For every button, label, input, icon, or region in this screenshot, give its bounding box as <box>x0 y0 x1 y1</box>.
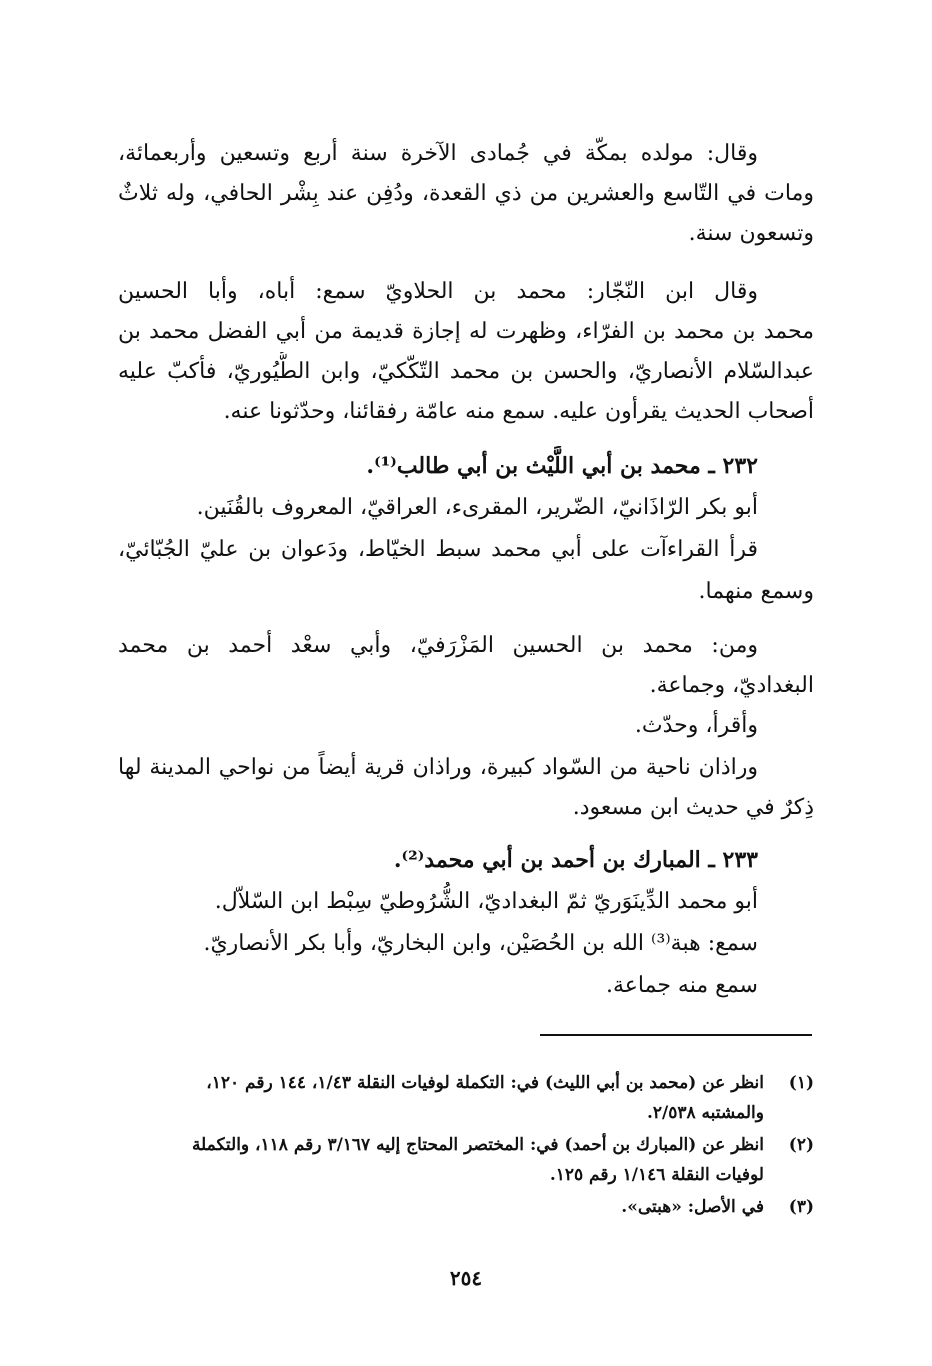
footnote-number: (١) <box>788 1073 814 1093</box>
body-line: ومات في التّاسع والعشرين من ذي القعدة، ودُفِن عند بِشْر الحافي، وله ثلاثٌ <box>118 181 814 206</box>
body-line: ذِكرٌ في حديث ابن مسعود. <box>572 795 814 820</box>
footnote-1 <box>118 1068 814 1098</box>
body-line: سمع منه جماعة. <box>605 973 758 998</box>
body-line: وتسعون سنة. <box>688 221 814 246</box>
footnote-1-cont <box>118 1098 814 1128</box>
body-line: أصحاب الحديث يقرأون عليه. سمع منه عامّة رفقائنا، وحدّثونا عنه. <box>223 399 814 424</box>
entry-heading: ٢٣٢ ـ محمد بن أبي اللَّيْث بن أبي طالب⁽¹⁾. <box>366 453 758 479</box>
footnote-separator <box>540 1034 812 1036</box>
footnote-text: انظر عن (محمد بن أبي الليث) في: التكملة لوفيات النقلة ١/٤٣، ١٤٤ رقم ١٢٠، <box>206 1073 764 1093</box>
body-line: أبو محمد الدِّينَوَريّ ثمّ البغداديّ، الشُّرُوطيّ سِبْط ابن السّلاّل. <box>214 889 758 914</box>
footnote-text: انظر عن (المبارك بن أحمد) في: المختصر المحتاج إليه ٣/١٦٧ رقم ١١٨، والتكملة <box>191 1135 764 1155</box>
footnote-2 <box>118 1130 814 1160</box>
footnote-3 <box>118 1192 814 1222</box>
body-line: عبدالسّلام الأنصاريّ، والحسن بن محمد التّكّكيّ، وابن الطُّيُوريّ، فأكبّ عليه <box>118 359 814 384</box>
body-line: محمد بن محمد بن الفرّاء، وظهرت له إجازة قديمة من أبي الفضل محمد بن <box>118 319 814 344</box>
body-line: وأقرأ، وحدّث. <box>634 713 758 738</box>
footnote-number: (٢) <box>788 1135 814 1155</box>
body-line: قرأ القراءآت على أبي محمد سبط الخيّاط، ودَعوان بن عليّ الجُبّائيّ، <box>118 537 758 562</box>
body-line: ومن: محمد بن الحسين المَزْرَفيّ، وأبي سعْد أحمد بن محمد <box>118 633 758 658</box>
page-number: ٢٥٤ <box>449 1266 483 1290</box>
footnote-number: (٣) <box>788 1197 814 1217</box>
footnote-text: والمشتبه ٢/٥٣٨. <box>646 1103 764 1123</box>
body-line: وسمع منهما. <box>698 579 814 604</box>
footnote-text: لوفيات النقلة ١/١٤٦ رقم ١٢٥. <box>549 1165 764 1185</box>
footnote-2-cont <box>118 1160 814 1190</box>
footnote-text: في الأصل: «هبتى». <box>621 1197 764 1217</box>
body-line: وقال ابن النّجّار: محمد بن الحلاويّ سمع: أباه، وأبا الحسين <box>118 279 758 304</box>
body-line: سمع: هبة⁽³⁾ الله بن الحُصَيْن، وابن البخاريّ، وأبا بكر الأنصاريّ. <box>203 931 758 956</box>
body-line: وراذان ناحية من السّواد كبيرة، وراذان قرية أيضاً من نواحي المدينة لها <box>118 755 758 780</box>
entry-heading: ٢٣٣ ـ المبارك بن أحمد بن أبي محمد⁽²⁾. <box>393 847 758 873</box>
body-line: وقال: مولده بمكّة في جُمادى الآخرة سنة أربع وتسعين وأربعمائة، <box>118 141 758 166</box>
body-line: أبو بكر الرّاذَانيّ، الضّرير، المقرىء، العراقيّ، المعروف بالقُنَين. <box>196 495 758 520</box>
body-line: البغداديّ، وجماعة. <box>649 673 814 698</box>
